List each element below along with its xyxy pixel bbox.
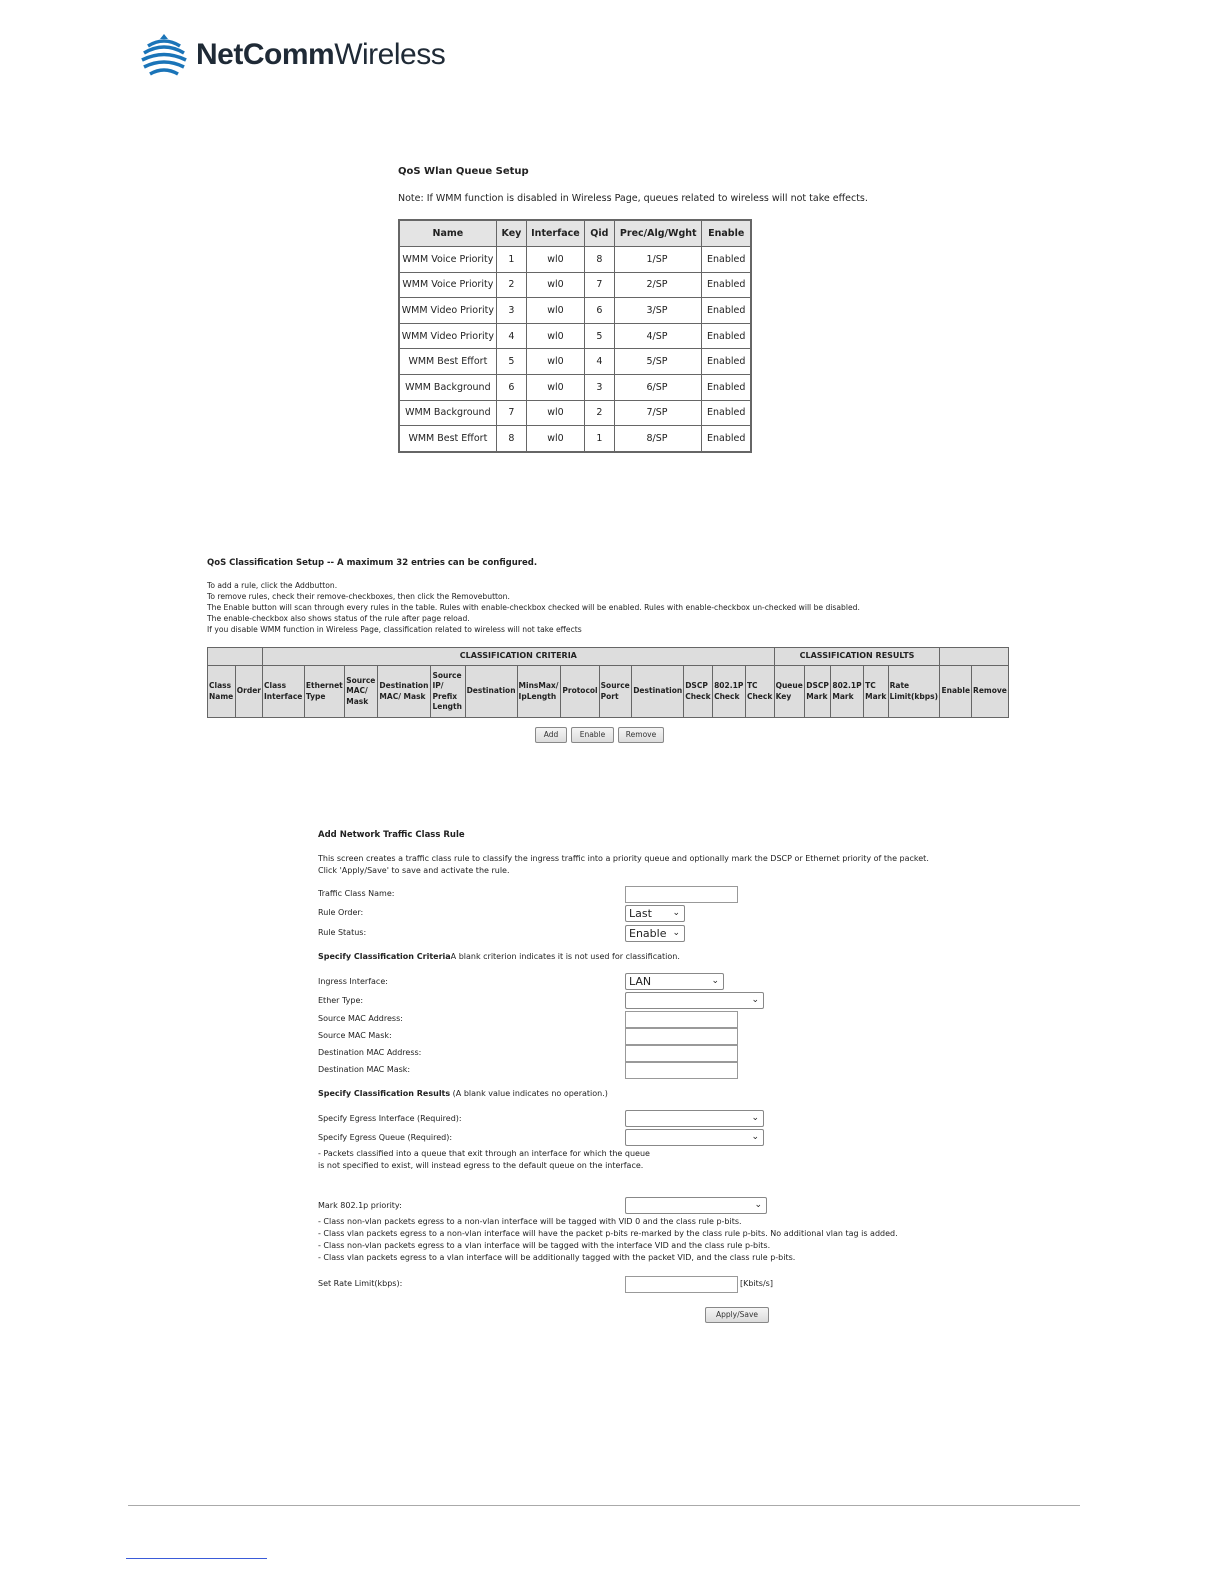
table-cell: wl0 [527,247,585,273]
chevron-down-icon: ⌄ [672,928,680,938]
classification-col-header: Class Name [208,666,236,718]
table-cell: 6/SP [615,374,702,400]
rule-status-label: Rule Status: [318,928,367,937]
classification-col-header: DSCP Mark [805,666,831,718]
wlan-col-header: Prec/Alg/Wght [615,220,702,247]
source-mac-label: Source MAC Address: [318,1014,403,1023]
wlan-col-header: Enable [702,220,751,247]
classification-col-header: Order [235,666,262,718]
classification-col-header: MinsMax/ IpLength [517,666,561,718]
classification-col-header: Source IP/ Prefix Length [431,666,465,718]
netcomm-logo [140,30,445,80]
table-cell: 6 [496,374,526,400]
table-cell: Enabled [702,349,751,375]
table-cell: WMM Video Priority [399,323,496,349]
table-cell: 4 [496,323,526,349]
wlan-col-header: Interface [527,220,585,247]
classification-col-header: Source MAC/ Mask [345,666,378,718]
egress-note: - Packets classified into a queue that exit through an interface for which the queue [318,1149,650,1158]
source-mac-input[interactable] [625,1011,738,1028]
table-row [399,400,751,426]
table-row [399,323,751,349]
table-cell: 1 [496,247,526,273]
source-mac-mask-label: Source MAC Mask: [318,1031,392,1040]
rate-limit-label: Set Rate Limit(kbps): [318,1279,403,1288]
wlan-note: Note: If WMM function is disabled in Wireless Page, queues related to wireless will not take effects. [398,193,868,204]
table-cell: 5 [496,349,526,375]
table-cell: WMM Background [399,374,496,400]
table-row [399,247,751,273]
table-cell: wl0 [527,323,585,349]
classification-col-header: Remove [972,666,1009,718]
vlan-note: - Class non-vlan packets egress to a non-vlan interface will be tagged with VID 0 and the class rule p-bits. [318,1217,742,1226]
footer-divider [128,1505,1080,1506]
classification-col-header: Class Interface [263,666,305,718]
destination-mac-mask-input[interactable] [625,1062,738,1079]
classification-col-header: Destination [465,666,517,718]
egress-interface-label: Specify Egress Interface (Required): [318,1114,462,1123]
ingress-interface-select[interactable]: LAN ⌄ [625,973,724,990]
group-blank [208,648,263,666]
ether-type-select[interactable] [625,992,764,1009]
table-cell: 7 [584,272,614,298]
table-cell: Enabled [702,374,751,400]
traffic-class-name-label: Traffic Class Name: [318,889,395,898]
table-cell: WMM Video Priority [399,298,496,324]
group-blank [940,648,1009,666]
add-rule-title: Add Network Traffic Class Rule [318,830,465,840]
table-cell: wl0 [527,272,585,298]
classification-col-header: Destination MAC/ Mask [378,666,431,718]
table-cell: 1/SP [615,247,702,273]
enable-button[interactable]: Enable [571,727,614,743]
table-cell: 5 [584,323,614,349]
egress-note: is not specified to exist, will instead egress to the default queue on the interface. [318,1161,644,1170]
table-cell: 8 [584,247,614,273]
footer-link-underline [126,1558,267,1559]
rate-limit-input[interactable] [625,1276,738,1293]
table-cell: 3 [584,374,614,400]
group-results: CLASSIFICATION RESULTS [774,648,940,666]
table-cell: Enabled [702,426,751,452]
mark-8021p-label: Mark 802.1p priority: [318,1201,402,1210]
add-rule-desc: Click 'Apply/Save' to save and activate the rule. [318,866,510,875]
table-cell: wl0 [527,374,585,400]
classification-col-header: Enable [940,666,972,718]
classification-col-header: Protocol [561,666,599,718]
table-cell: 4 [584,349,614,375]
egress-queue-label: Specify Egress Queue (Required): [318,1133,453,1142]
table-cell: WMM Best Effort [399,426,496,452]
mark-8021p-select[interactable] [625,1197,767,1214]
vlan-note: - Class vlan packets egress to a vlan interface will be additionally tagged with the packet VID, and the class rule p-bits. [318,1253,796,1262]
table-cell: 2 [496,272,526,298]
classification-table [207,647,1009,718]
chevron-down-icon: ⌄ [672,908,680,918]
table-cell: WMM Voice Priority [399,272,496,298]
wlan-col-header: Qid [584,220,614,247]
rule-order-select[interactable]: Last ⌄ [625,905,685,922]
table-cell: wl0 [527,400,585,426]
chevron-down-icon: ⌄ [711,976,719,986]
table-cell: 3/SP [615,298,702,324]
destination-mac-input[interactable] [625,1045,738,1062]
classification-col-header: Queue Key [774,666,805,718]
rule-status-select[interactable]: Enable ⌄ [625,925,685,942]
table-cell: Enabled [702,298,751,324]
table-cell: WMM Background [399,400,496,426]
table-cell: 6 [584,298,614,324]
wlan-queue-title: QoS Wlan Queue Setup [398,166,529,177]
classification-col-header: TC Mark [864,666,889,718]
egress-queue-select[interactable] [625,1129,764,1146]
table-row [399,426,751,452]
classification-col-header: Ethernet Type [304,666,344,718]
classification-col-header: Source Port [599,666,632,718]
info-line: The enable-checkbox also shows status of the rule after page reload. [207,614,470,623]
traffic-class-name-input[interactable] [625,886,738,903]
wlan-col-header: Key [496,220,526,247]
add-button[interactable]: Add [535,727,567,743]
destination-mac-mask-label: Destination MAC Mask: [318,1065,411,1074]
ether-type-label: Ether Type: [318,996,364,1005]
table-cell: 8 [496,426,526,452]
vlan-note: - Class non-vlan packets egress to a vlan interface will be tagged with the interface VID and the class rule p-bits. [318,1241,771,1250]
info-line: The Enable button will scan through every rules in the table. Rules with enable-checkbox checked will be enabled. Rules with enable-checkbox un-checked will be disabled. [207,603,860,612]
rate-unit: [Kbits/s] [740,1279,773,1288]
table-row [399,349,751,375]
apply-save-button[interactable]: Apply/Save [705,1307,769,1323]
info-line: If you disable WMM function in Wireless Page, classification related to wireless will not take effects [207,625,582,634]
table-cell: 8/SP [615,426,702,452]
source-mac-mask-input[interactable] [625,1028,738,1045]
classification-col-header: 802.1P Mark [831,666,864,718]
chevron-down-icon: ⌄ [751,1113,759,1123]
table-cell: Enabled [702,247,751,273]
vlan-note: - Class vlan packets egress to a non-vlan interface will have the packet p-bits re-marked by the class rule p-bits. No additional vlan tag is added. [318,1229,898,1238]
wlan-queue-table [398,219,752,453]
remove-button[interactable]: Remove [618,727,664,743]
egress-interface-select[interactable] [625,1110,764,1127]
table-cell: Enabled [702,400,751,426]
table-row [399,298,751,324]
classification-col-header: Destination [632,666,684,718]
table-row [399,374,751,400]
criteria-heading: Specify Classification CriteriaA blank criterion indicates it is not used for classification. [318,952,680,961]
wlan-col-header: Name [399,220,496,247]
table-cell: Enabled [702,272,751,298]
table-cell: 1 [584,426,614,452]
classification-col-header: TC Check [745,666,774,718]
table-cell: WMM Best Effort [399,349,496,375]
table-cell: wl0 [527,426,585,452]
chevron-down-icon: ⌄ [751,995,759,1005]
table-cell: Enabled [702,323,751,349]
table-cell: 2/SP [615,272,702,298]
table-cell: 5/SP [615,349,702,375]
classification-col-header: 802.1P Check [713,666,746,718]
table-cell: 7 [496,400,526,426]
classification-info [207,580,860,635]
table-cell: wl0 [527,298,585,324]
table-cell: wl0 [527,349,585,375]
vlan-notes [318,1216,898,1264]
chevron-down-icon: ⌄ [751,1132,759,1142]
group-criteria: CLASSIFICATION CRITERIA [263,648,775,666]
table-cell: 7/SP [615,400,702,426]
brand-name: NetCommWireless [196,38,446,71]
ingress-interface-label: Ingress Interface: [318,977,388,986]
table-cell: 4/SP [615,323,702,349]
chevron-down-icon: ⌄ [754,1200,762,1210]
table-cell: WMM Voice Priority [399,247,496,273]
results-heading: Specify Classification Results (A blank value indicates no operation.) [318,1089,608,1098]
classification-col-header: DSCP Check [684,666,713,718]
info-line: To remove rules, check their remove-checkboxes, then click the Removebutton. [207,592,510,601]
add-rule-desc: This screen creates a traffic class rule to classify the ingress traffic into a priority queue and optionally mark the DSCP or Ethernet priority of the packet. [318,854,929,863]
wireless-waves-icon [140,32,188,78]
rule-order-label: Rule Order: [318,908,364,917]
table-cell: 3 [496,298,526,324]
classification-title: QoS Classification Setup -- A maximum 32 entries can be configured. [207,558,538,568]
info-line: To add a rule, click the Addbutton. [207,581,338,590]
table-cell: 2 [584,400,614,426]
destination-mac-label: Destination MAC Address: [318,1048,422,1057]
classification-col-header: Rate Limit(kbps) [888,666,940,718]
table-row [399,272,751,298]
